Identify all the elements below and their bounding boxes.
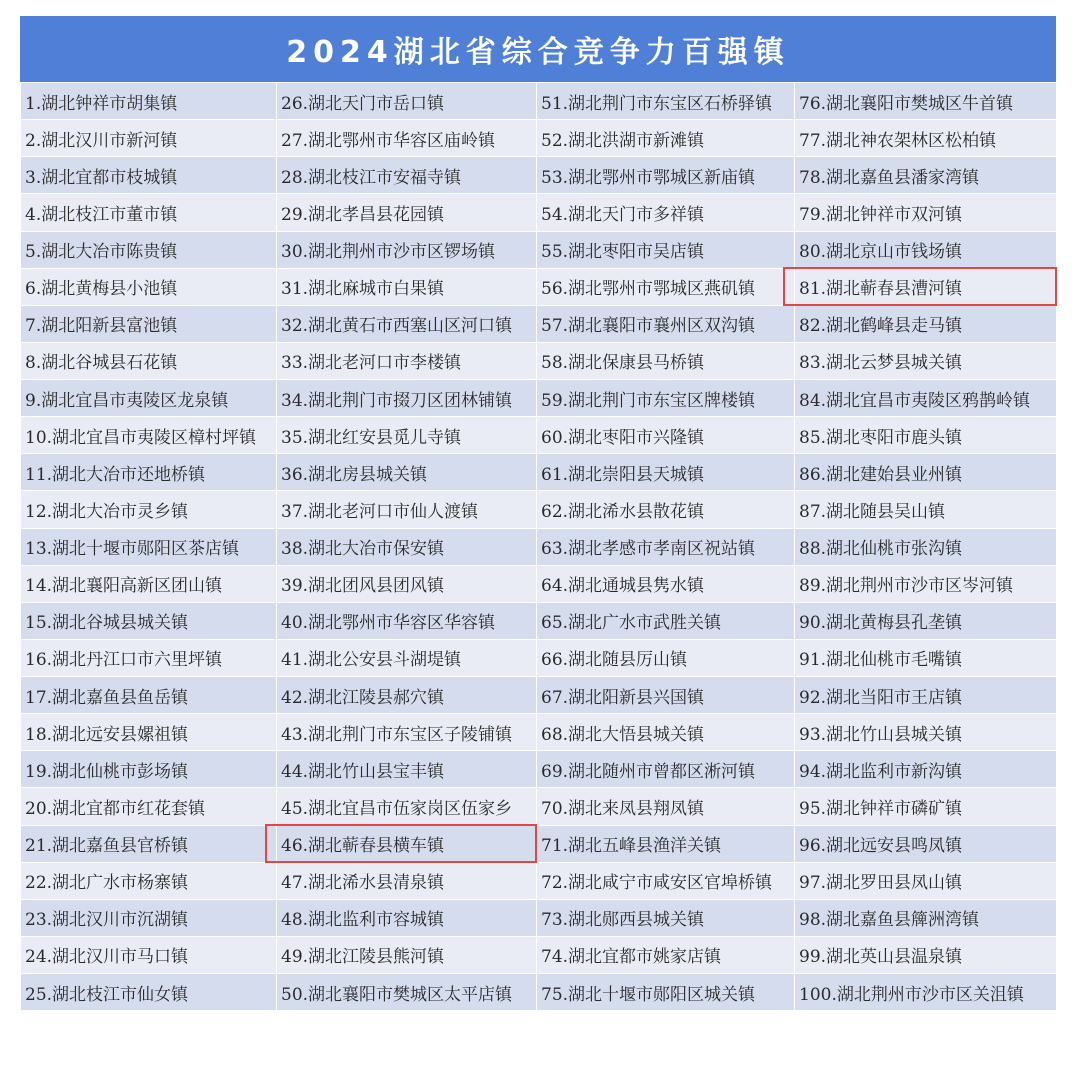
- table-row: [21, 491, 1057, 528]
- table-cell-town: 82.湖北鹤峰县走马镇: [795, 305, 1057, 342]
- table-cell-town: 71.湖北五峰县渔洋关镇: [537, 825, 795, 862]
- table-cell-town: 39.湖北团风县团风镇: [277, 565, 537, 602]
- table-cell-town: 65.湖北广水市武胜关镇: [537, 602, 795, 639]
- table-row: [21, 380, 1057, 417]
- table-row: [21, 974, 1057, 1011]
- table-row: [21, 305, 1057, 342]
- table-cell-town: 55.湖北枣阳市吴店镇: [537, 231, 795, 268]
- table-cell-town: 40.湖北鄂州市华容区华容镇: [277, 602, 537, 639]
- table-cell-town: 41.湖北公安县斗湖堤镇: [277, 639, 537, 676]
- table-cell-town: 45.湖北宜昌市伍家岗区伍家乡: [277, 788, 537, 825]
- table-cell-town: 3.湖北宜都市枝城镇: [21, 157, 277, 194]
- table-cell-town: 15.湖北谷城县城关镇: [21, 602, 277, 639]
- table-cell-town: 22.湖北广水市杨寨镇: [21, 862, 277, 899]
- table-cell-town: 96.湖北远安县鸣凤镇: [795, 825, 1057, 862]
- table-cell-town: 28.湖北枝江市安福寺镇: [277, 157, 537, 194]
- table-cell-town: 99.湖北英山县温泉镇: [795, 936, 1057, 973]
- table-row: [21, 194, 1057, 231]
- table-cell-town: 70.湖北来凤县翔凤镇: [537, 788, 795, 825]
- table-cell-town: 8.湖北谷城县石花镇: [21, 342, 277, 379]
- table-cell-town: 76.湖北襄阳市樊城区牛首镇: [795, 83, 1057, 120]
- table-cell-town: 84.湖北宜昌市夷陵区鸦鹊岭镇: [795, 380, 1057, 417]
- table-cell-town: 29.湖北孝昌县花园镇: [277, 194, 537, 231]
- table-cell-town: 38.湖北大冶市保安镇: [277, 528, 537, 565]
- table-cell-town: 81.湖北蕲春县漕河镇: [795, 268, 1057, 305]
- table-cell-town: 50.湖北襄阳市樊城区太平店镇: [277, 974, 537, 1011]
- table-cell-town: 5.湖北大冶市陈贵镇: [21, 231, 277, 268]
- table-cell-town: 85.湖北枣阳市鹿头镇: [795, 417, 1057, 454]
- table-cell-town: 78.湖北嘉鱼县潘家湾镇: [795, 157, 1057, 194]
- table-row: [21, 899, 1057, 936]
- table-cell-town: 34.湖北荆门市掇刀区团林铺镇: [277, 380, 537, 417]
- table-row: [21, 417, 1057, 454]
- table-cell-town: 19.湖北仙桃市彭场镇: [21, 751, 277, 788]
- table-row: [21, 677, 1057, 714]
- table-cell-town: 43.湖北荆门市东宝区子陵铺镇: [277, 714, 537, 751]
- table-cell-town: 54.湖北天门市多祥镇: [537, 194, 795, 231]
- table-cell-town: 6.湖北黄梅县小池镇: [21, 268, 277, 305]
- page-title: 2024湖北省综合竞争力百强镇: [20, 16, 1056, 82]
- table-cell-town: 72.湖北咸宁市咸安区官埠桥镇: [537, 862, 795, 899]
- table-row: [21, 788, 1057, 825]
- table-row: [21, 862, 1057, 899]
- table-cell-town: 77.湖北神农架林区松柏镇: [795, 120, 1057, 157]
- table-cell-town: 42.湖北江陵县郝穴镇: [277, 677, 537, 714]
- table-cell-town: 58.湖北保康县马桥镇: [537, 342, 795, 379]
- table-cell-town: 20.湖北宜都市红花套镇: [21, 788, 277, 825]
- table-row: [21, 639, 1057, 676]
- table-cell-town: 86.湖北建始县业州镇: [795, 454, 1057, 491]
- ranking-table-body: [21, 83, 1057, 1011]
- table-cell-town: 68.湖北大悟县城关镇: [537, 714, 795, 751]
- table-cell-town: 37.湖北老河口市仙人渡镇: [277, 491, 537, 528]
- table-cell-town: 36.湖北房县城关镇: [277, 454, 537, 491]
- table-cell-town: 88.湖北仙桃市张沟镇: [795, 528, 1057, 565]
- table-cell-town: 44.湖北竹山县宝丰镇: [277, 751, 537, 788]
- table-cell-town: 89.湖北荆州市沙市区岑河镇: [795, 565, 1057, 602]
- table-row: [21, 268, 1057, 305]
- table-row: [21, 120, 1057, 157]
- table-cell-town: 51.湖北荆门市东宝区石桥驿镇: [537, 83, 795, 120]
- table-cell-town: 31.湖北麻城市白果镇: [277, 268, 537, 305]
- table-cell-town: 35.湖北红安县觅儿寺镇: [277, 417, 537, 454]
- table-cell-town: 90.湖北黄梅县孔垄镇: [795, 602, 1057, 639]
- table-cell-town: 33.湖北老河口市李楼镇: [277, 342, 537, 379]
- table-cell-town: 17.湖北嘉鱼县鱼岳镇: [21, 677, 277, 714]
- table-cell-town: 74.湖北宜都市姚家店镇: [537, 936, 795, 973]
- table-cell-town: 24.湖北汉川市马口镇: [21, 936, 277, 973]
- table-cell-town: 23.湖北汉川市沉湖镇: [21, 899, 277, 936]
- table-cell-town: 9.湖北宜昌市夷陵区龙泉镇: [21, 380, 277, 417]
- table-cell-town: 57.湖北襄阳市襄州区双沟镇: [537, 305, 795, 342]
- table-cell-town: 94.湖北监利市新沟镇: [795, 751, 1057, 788]
- table-cell-town: 12.湖北大冶市灵乡镇: [21, 491, 277, 528]
- table-cell-town: 32.湖北黄石市西塞山区河口镇: [277, 305, 537, 342]
- table-cell-town: 98.湖北嘉鱼县簰洲湾镇: [795, 899, 1057, 936]
- table-row: [21, 751, 1057, 788]
- table-cell-town: 61.湖北崇阳县天城镇: [537, 454, 795, 491]
- table-row: [21, 528, 1057, 565]
- table-cell-town: 2.湖北汉川市新河镇: [21, 120, 277, 157]
- table-cell-town: 53.湖北鄂州市鄂城区新庙镇: [537, 157, 795, 194]
- table-row: [21, 565, 1057, 602]
- table-cell-town: 64.湖北通城县隽水镇: [537, 565, 795, 602]
- table-cell-town: 69.湖北随州市曾都区淅河镇: [537, 751, 795, 788]
- table-row: [21, 714, 1057, 751]
- table-cell-town: 46.湖北蕲春县横车镇: [277, 825, 537, 862]
- table-cell-town: 49.湖北江陵县熊河镇: [277, 936, 537, 973]
- table-cell-town: 25.湖北枝江市仙女镇: [21, 974, 277, 1011]
- table-cell-town: 80.湖北京山市钱场镇: [795, 231, 1057, 268]
- table-cell-town: 87.湖北随县吴山镇: [795, 491, 1057, 528]
- table-cell-town: 63.湖北孝感市孝南区祝站镇: [537, 528, 795, 565]
- table-cell-town: 59.湖北荆门市东宝区牌楼镇: [537, 380, 795, 417]
- table-cell-town: 7.湖北阳新县富池镇: [21, 305, 277, 342]
- table-row: [21, 157, 1057, 194]
- table-cell-town: 67.湖北阳新县兴国镇: [537, 677, 795, 714]
- table-cell-town: 92.湖北当阳市王店镇: [795, 677, 1057, 714]
- table-row: [21, 231, 1057, 268]
- table-cell-town: 56.湖北鄂州市鄂城区燕矶镇: [537, 268, 795, 305]
- table-cell-town: 4.湖北枝江市董市镇: [21, 194, 277, 231]
- table-row: [21, 936, 1057, 973]
- table-cell-town: 62.湖北浠水县散花镇: [537, 491, 795, 528]
- table-cell-town: 79.湖北钟祥市双河镇: [795, 194, 1057, 231]
- table-cell-town: 91.湖北仙桃市毛嘴镇: [795, 639, 1057, 676]
- table-cell-town: 47.湖北浠水县清泉镇: [277, 862, 537, 899]
- table-cell-town: 13.湖北十堰市郧阳区茶店镇: [21, 528, 277, 565]
- table-row: [21, 602, 1057, 639]
- table-cell-town: 10.湖北宜昌市夷陵区樟村坪镇: [21, 417, 277, 454]
- table-cell-town: 27.湖北鄂州市华容区庙岭镇: [277, 120, 537, 157]
- table-row: [21, 825, 1057, 862]
- table-cell-town: 21.湖北嘉鱼县官桥镇: [21, 825, 277, 862]
- table-cell-town: 16.湖北丹江口市六里坪镇: [21, 639, 277, 676]
- table-row: [21, 83, 1057, 120]
- table-cell-town: 48.湖北监利市容城镇: [277, 899, 537, 936]
- table-cell-town: 75.湖北十堰市郧阳区城关镇: [537, 974, 795, 1011]
- table-cell-town: 97.湖北罗田县凤山镇: [795, 862, 1057, 899]
- table-cell-town: 26.湖北天门市岳口镇: [277, 83, 537, 120]
- table-cell-town: 95.湖北钟祥市磷矿镇: [795, 788, 1057, 825]
- table-cell-town: 66.湖北随县厉山镇: [537, 639, 795, 676]
- ranking-table: [20, 82, 1057, 1011]
- ranking-sheet: [20, 16, 1056, 1011]
- table-cell-town: 52.湖北洪湖市新滩镇: [537, 120, 795, 157]
- table-cell-town: 93.湖北竹山县城关镇: [795, 714, 1057, 751]
- table-cell-town: 14.湖北襄阳高新区团山镇: [21, 565, 277, 602]
- table-cell-town: 11.湖北大冶市还地桥镇: [21, 454, 277, 491]
- table-cell-town: 1.湖北钟祥市胡集镇: [21, 83, 277, 120]
- table-cell-town: 100.湖北荆州市沙市区关沮镇: [795, 974, 1057, 1011]
- table-cell-town: 30.湖北荆州市沙市区锣场镇: [277, 231, 537, 268]
- table-cell-town: 73.湖北郧西县城关镇: [537, 899, 795, 936]
- table-row: [21, 454, 1057, 491]
- table-row: [21, 342, 1057, 379]
- table-cell-town: 18.湖北远安县嫘祖镇: [21, 714, 277, 751]
- table-cell-town: 83.湖北云梦县城关镇: [795, 342, 1057, 379]
- table-cell-town: 60.湖北枣阳市兴隆镇: [537, 417, 795, 454]
